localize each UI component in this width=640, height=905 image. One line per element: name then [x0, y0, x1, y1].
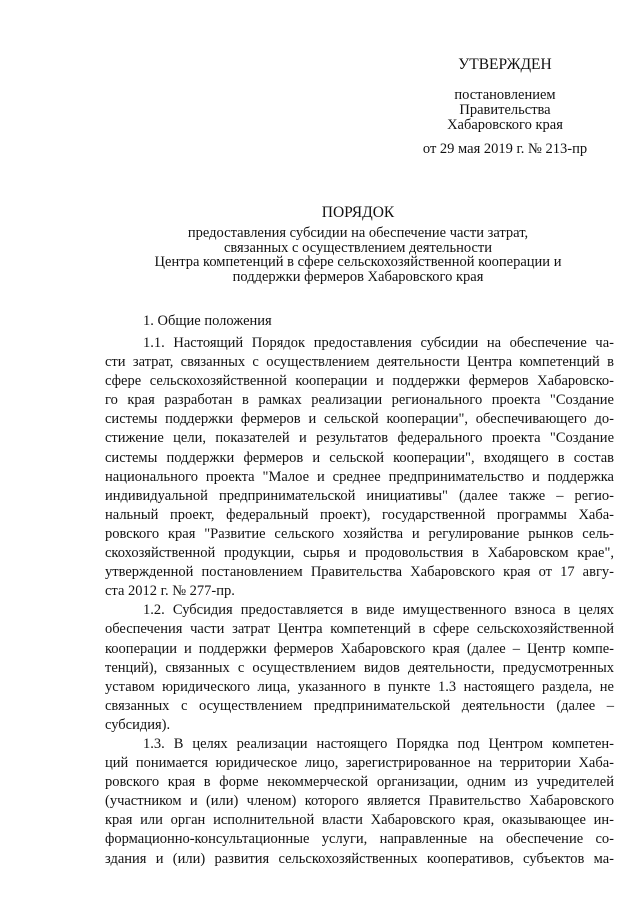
approval-heading: УТВЕРЖДЕН: [458, 56, 552, 73]
body-line: (участником и (или) членом) которого является Правительство Хабаровского: [105, 793, 614, 810]
body-line: здания и (или) развития сельскохозяйственных кооперативов, субъектов ма-: [105, 850, 614, 867]
section-heading: 1. Общие положения: [143, 313, 272, 329]
body-line: ста 2012 г. № 277-пр.: [105, 583, 235, 600]
body-line: ровского края "Развитие сельского хозяйства и регулирование рынков сель-: [105, 525, 614, 542]
body-line: нальный проект, федеральный проект), государственной программы Хаба-: [105, 506, 614, 523]
body-line: ровского края в форме некоммерческой организации, одним из учредителей: [105, 774, 614, 791]
body-line: уставом юридического лица, указанного в пункте 1.3 настоящего раздела, не: [105, 678, 614, 695]
body-line: индивидуальной предпринимательской инициативы" (далее также – регио-: [105, 487, 614, 504]
body-line: субсидия).: [105, 716, 171, 733]
body-line: сфере сельскохозяйственной кооперации и поддержки фермеров Хабаровско-: [105, 373, 614, 390]
body-line: формационно-консультационные услуги, направленные на обеспечение со-: [105, 831, 614, 848]
body-line: кооперации и поддержки фермеров Хабаровского края (далее – Центр компе-: [105, 640, 614, 657]
body-line: системы поддержки фермеров и сельской кооперации", входящего в состав: [105, 449, 614, 466]
subtitle-line: Центра компетенций в сфере сельскохозяйственной кооперации и: [154, 254, 562, 270]
subtitle-line: поддержки фермеров Хабаровского края: [232, 268, 484, 285]
body-line: ций понимается юридическое лицо, зарегистрированное на территории Хаба-: [105, 755, 614, 772]
body-line: национального проекта "Малое и среднее предпринимательство и поддержка: [105, 468, 614, 485]
body-line: края или орган исполнительной власти Хабаровского края, оказывающее ин-: [105, 812, 614, 829]
body-line: тенций), связанных с осуществлением видов деятельности, предусмотренных: [105, 659, 614, 676]
body-line: скохозяйственной продукции, сырья и продовольствия в Хабаровском крае",: [105, 545, 614, 562]
document-body: [105, 334, 614, 869]
body-line: стижение цели, показателей и результатов федерального проекта "Создание: [105, 430, 614, 447]
approval-line: Правительства: [459, 102, 551, 118]
body-line: обеспечения части затрат Центра компетенций в сфере сельскохозяйственной: [105, 621, 614, 638]
body-line: 1.3. В целях реализации настоящего Порядка под Центром компетен-: [143, 735, 614, 752]
body-line: системы поддержки фермеров и сельской кооперации", обеспечивающего до-: [105, 411, 614, 428]
body-line: 1.2. Субсидия предоставляется в виде имущественного взноса в целях: [143, 602, 614, 619]
approval-line: Хабаровского края: [447, 117, 563, 133]
body-line: го края разработан в рамках реализации регионального проекта "Создание: [105, 392, 614, 409]
body-line: утвержденной постановлением Правительства Хабаровского края от 17 авгу-: [105, 564, 614, 581]
subtitle-line: связанных с осуществлением деятельности: [223, 239, 493, 256]
document-title: ПОРЯДОК: [321, 204, 395, 221]
approval-stamp: [395, 57, 615, 157]
body-line: сти затрат, связанных с осуществлением деятельности Центра компетенций в: [105, 354, 614, 371]
subtitle-line: предоставления субсидии на обеспечение части затрат,: [187, 225, 529, 241]
document-subtitle: [120, 226, 596, 284]
approval-date: от 29 мая 2019 г. № 213-пр: [422, 141, 588, 157]
approval-line: постановлением: [454, 87, 556, 103]
body-line: связанных с осуществлением предпринимательской деятельности (далее –: [105, 697, 614, 714]
body-line: 1.1. Настоящий Порядок предоставления субсидии на обеспечение ча-: [143, 335, 614, 351]
